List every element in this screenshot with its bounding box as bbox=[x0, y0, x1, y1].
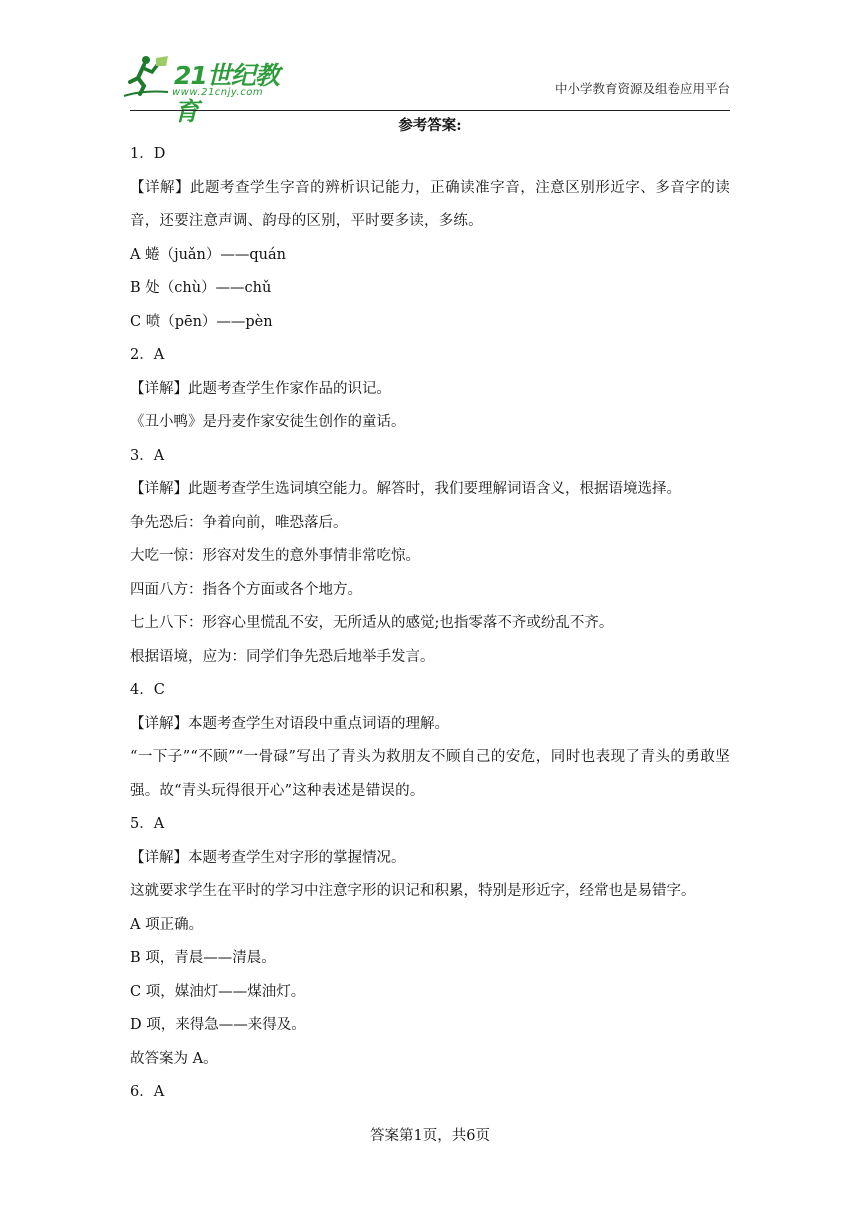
text-line: 《丑小鸭》是丹麦作家安徒生创作的童话。 bbox=[130, 414, 406, 430]
text-line: B 项，青晨——清晨。 bbox=[130, 950, 276, 966]
text-line: A 项正确。 bbox=[130, 916, 204, 933]
explanation-paragraph: 【详解】此题考查学生作家作品的识记。 bbox=[130, 380, 391, 397]
runner-logo-icon bbox=[122, 52, 172, 102]
logo-text: 21世纪教育 bbox=[174, 61, 279, 126]
answer-number: 4．C bbox=[130, 682, 165, 698]
answers-title: 参考答案: bbox=[398, 117, 462, 134]
text-paragraph: “一下子”“不顾”“一骨碌”写出了青头为救朋友不顾自己的安危，同时也表现了青头的勇敢坚强。故“青头玩得很开心”这种表述是错误的。 bbox=[130, 749, 730, 799]
text-line: C 项，媒油灯——煤油灯。 bbox=[130, 983, 306, 1000]
explanation-paragraph: 【详解】此题考查学生字音的辨析识记能力，正确读准字音，注意区别形近字、多音字的读音，还要注意声调、韵母的区别，平时要多读，多练。 bbox=[130, 179, 730, 229]
text-line: 争先恐后：争着向前，唯恐落后。 bbox=[130, 514, 348, 531]
pinyin-line: B 处（chù）——chǔ bbox=[130, 280, 272, 296]
text-line: 根据语境，应为：同学们争先恐后地举手发言。 bbox=[130, 648, 435, 665]
explanation-paragraph: 【详解】本题考查学生对语段中重点词语的理解。 bbox=[130, 715, 449, 732]
answer-number: 2．A bbox=[130, 347, 165, 363]
text-line: 大吃一惊：形容对发生的意外事情非常吃惊。 bbox=[130, 548, 420, 564]
explanation-paragraph: 【详解】本题考查学生对字形的掌握情况。 bbox=[130, 849, 406, 866]
text-line: 故答案为 A。 bbox=[130, 1050, 218, 1067]
logo-url: www.21cnjy.com bbox=[172, 87, 264, 98]
text-line: 四面八方：指各个方面或各个地方。 bbox=[130, 581, 362, 598]
explanation-paragraph: 【详解】此题考查学生选词填空能力。解答时，我们要理解词语含义，根据语境选择。 bbox=[130, 481, 681, 497]
answer-number: 5．A bbox=[130, 816, 165, 832]
pinyin-line: A 蜷（juǎn）——quán bbox=[130, 246, 287, 263]
answer-number: 3．A bbox=[130, 447, 165, 464]
header-divider bbox=[130, 110, 730, 111]
site-logo bbox=[122, 52, 292, 126]
platform-name: 中小学教育资源及组卷应用平台 bbox=[554, 81, 730, 96]
answer-number: 1．D bbox=[130, 146, 166, 162]
answer-content bbox=[130, 114, 730, 1110]
text-line: 这就要求学生在平时的学习中注意字形的识记和积累，特别是形近字，经常也是易错字。 bbox=[130, 883, 696, 899]
text-line: 七上八下：形容心里慌乱不安，无所适从的感觉;也指零落不齐或纷乱不齐。 bbox=[130, 615, 614, 631]
pinyin-line: C 喷（pēn）——pèn bbox=[130, 313, 273, 330]
page-footer: 答案第1页，共6页 bbox=[370, 1128, 490, 1144]
text-line: D 项，来得急——来得及。 bbox=[130, 1017, 306, 1033]
answer-number: 6．A bbox=[130, 1084, 165, 1100]
